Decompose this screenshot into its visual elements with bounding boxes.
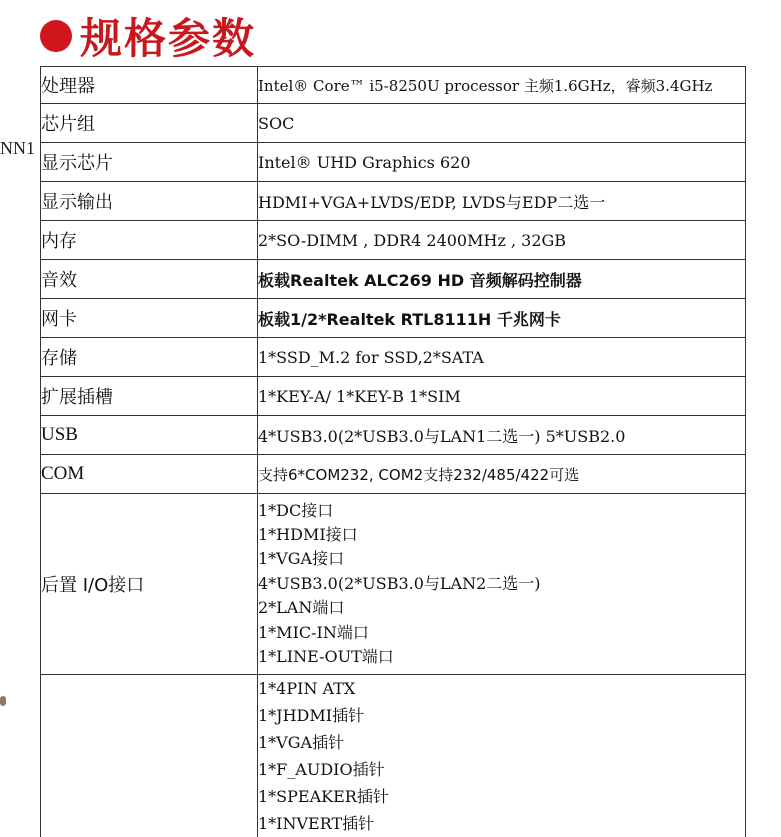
spec-key: 后置 I/O接口 [41, 494, 258, 675]
list-item: 2*LAN端口 [258, 596, 745, 620]
spec-value: 支持6*COM232, COM2支持232/485/422可选 [258, 455, 746, 494]
spec-key: 显示输出 [41, 182, 258, 221]
spec-value: 4*USB3.0(2*USB3.0与LAN1二选一) 5*USB2.0 [258, 416, 746, 455]
spec-key: 显示芯片 [41, 143, 258, 182]
spec-value: Intel® UHD Graphics 620 [258, 143, 746, 182]
list-item: 4*USB3.0(2*USB3.0与LAN2二选一) [258, 572, 745, 596]
spec-table [40, 66, 746, 837]
table-row [41, 221, 746, 260]
table-row [41, 182, 746, 221]
spec-value: 2*SO-DIMM , DDR4 2400MHz , 32GB [258, 221, 746, 260]
spec-value: 板载1/2*Realtek RTL8111H 千兆网卡 [258, 299, 746, 338]
table-row [41, 143, 746, 182]
list-item: 1*JHDMI插针 [258, 702, 745, 729]
list-item: 1*4PIN ATX [258, 675, 745, 702]
list-item: 1*INVERT插针 [258, 810, 745, 837]
table-row [41, 377, 746, 416]
table-row [41, 494, 746, 675]
table-row [41, 67, 746, 104]
spec-value: 板载Realtek ALC269 HD 音频解码控制器 [258, 260, 746, 299]
table-row [41, 455, 746, 494]
spec-value: SOC [258, 104, 746, 143]
spec-value: 1*SSD_M.2 for SSD,2*SATA [258, 338, 746, 377]
side-mark [0, 696, 6, 706]
list-item: 1*SPEAKER插针 [258, 783, 745, 810]
spec-key [41, 675, 258, 837]
side-label: NN1 [0, 138, 35, 159]
spec-key: 内存 [41, 221, 258, 260]
rear-io-list [258, 494, 746, 675]
spec-key: 芯片组 [41, 104, 258, 143]
table-row [41, 338, 746, 377]
table-row [41, 104, 746, 143]
red-bullet-icon [40, 20, 72, 52]
spec-value: 1*KEY-A/ 1*KEY-B 1*SIM [258, 377, 746, 416]
spec-key: 网卡 [41, 299, 258, 338]
internal-connector-list [258, 675, 746, 837]
spec-value: Intel® Core™ i5-8250U processor 主频1.6GHz，睿频3.4GHz [258, 67, 746, 104]
table-row [41, 299, 746, 338]
spec-key: 处理器 [41, 67, 258, 104]
spec-key: 音效 [41, 260, 258, 299]
list-item: 1*MIC-IN端口 [258, 621, 745, 645]
page-title: 规格参数 [80, 6, 256, 66]
table-row [41, 675, 746, 837]
list-item: 1*VGA接口 [258, 547, 745, 571]
spec-key: COM [41, 455, 258, 494]
list-item: 1*HDMI接口 [258, 523, 745, 547]
spec-key: 存储 [41, 338, 258, 377]
list-item: 1*DC接口 [258, 499, 745, 523]
spec-value: HDMI+VGA+LVDS/EDP, LVDS与EDP二选一 [258, 182, 746, 221]
table-row [41, 416, 746, 455]
spec-key: 扩展插槽 [41, 377, 258, 416]
list-item: 1*F_AUDIO插针 [258, 756, 745, 783]
list-item: 1*VGA插针 [258, 729, 745, 756]
section-header [40, 8, 256, 64]
spec-key: USB [41, 416, 258, 455]
table-row [41, 260, 746, 299]
list-item: 1*LINE-OUT端口 [258, 645, 745, 669]
